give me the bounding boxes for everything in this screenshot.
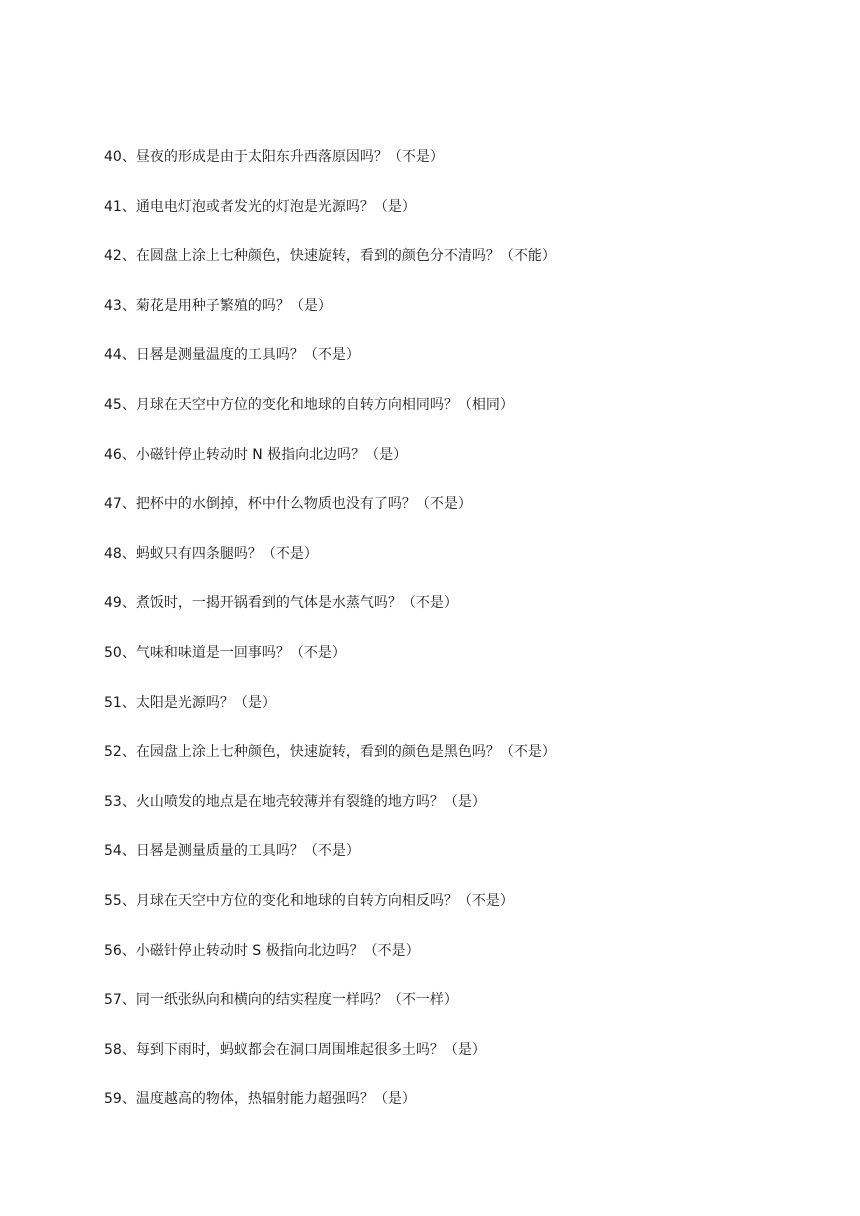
- question-item: 44、日晷是测量温度的工具吗？（不是）: [104, 347, 360, 364]
- question-item: 46、小磁针停止转动时 N 极指向北边吗？（是）: [104, 446, 408, 463]
- question-item: 56、小磁针停止转动时 S 极指向北边吗？（不是）: [104, 942, 420, 959]
- question-item: 42、在圆盘上涂上七种颜色，快速旋转，看到的颜色分不清吗？（不能）: [104, 248, 556, 265]
- question-item: 40、昼夜的形成是由于太阳东升西落原因吗？（不是）: [104, 149, 444, 165]
- question-item: 54、日晷是测量质量的工具吗？（不是）: [104, 843, 360, 860]
- question-item: 52、在园盘上涂上七种颜色，快速旋转，看到的颜色是黑色吗？（不是）: [104, 744, 556, 761]
- question-item: 50、气味和味道是一回事吗？（不是）: [104, 644, 346, 661]
- question-item: 49、煮饭时，一揭开锅看到的气体是水蒸气吗？（不是）: [104, 595, 458, 612]
- question-item: 59、温度越高的物体，热辐射能力超强吗？（是）: [104, 1091, 416, 1108]
- question-item: 43、菊花是用种子繁殖的吗？（是）: [104, 297, 332, 314]
- question-list: [104, 145, 824, 1137]
- question-item: 47、把杯中的水倒掉，杯中什么物质也没有了吗？（不是）: [104, 496, 472, 513]
- question-item: 58、每到下雨时，蚂蚁都会在洞口周围堆起很多土吗？（是）: [104, 1041, 486, 1058]
- question-item: 45、月球在天空中方位的变化和地球的自转方向相同吗？（相同）: [104, 396, 514, 413]
- question-item: 48、蚂蚁只有四条腿吗？（不是）: [104, 545, 318, 562]
- question-item: 55、月球在天空中方位的变化和地球的自转方向相反吗？（不是）: [104, 892, 514, 909]
- question-item: 53、火山喷发的地点是在地壳较薄并有裂缝的地方吗？（是）: [104, 793, 486, 810]
- question-item: 51、太阳是光源吗？（是）: [104, 694, 276, 711]
- question-item: 41、通电电灯泡或者发光的灯泡是光源吗？（是）: [104, 198, 416, 215]
- question-item: 57、同一纸张纵向和横向的结实程度一样吗？（不一样）: [104, 992, 458, 1009]
